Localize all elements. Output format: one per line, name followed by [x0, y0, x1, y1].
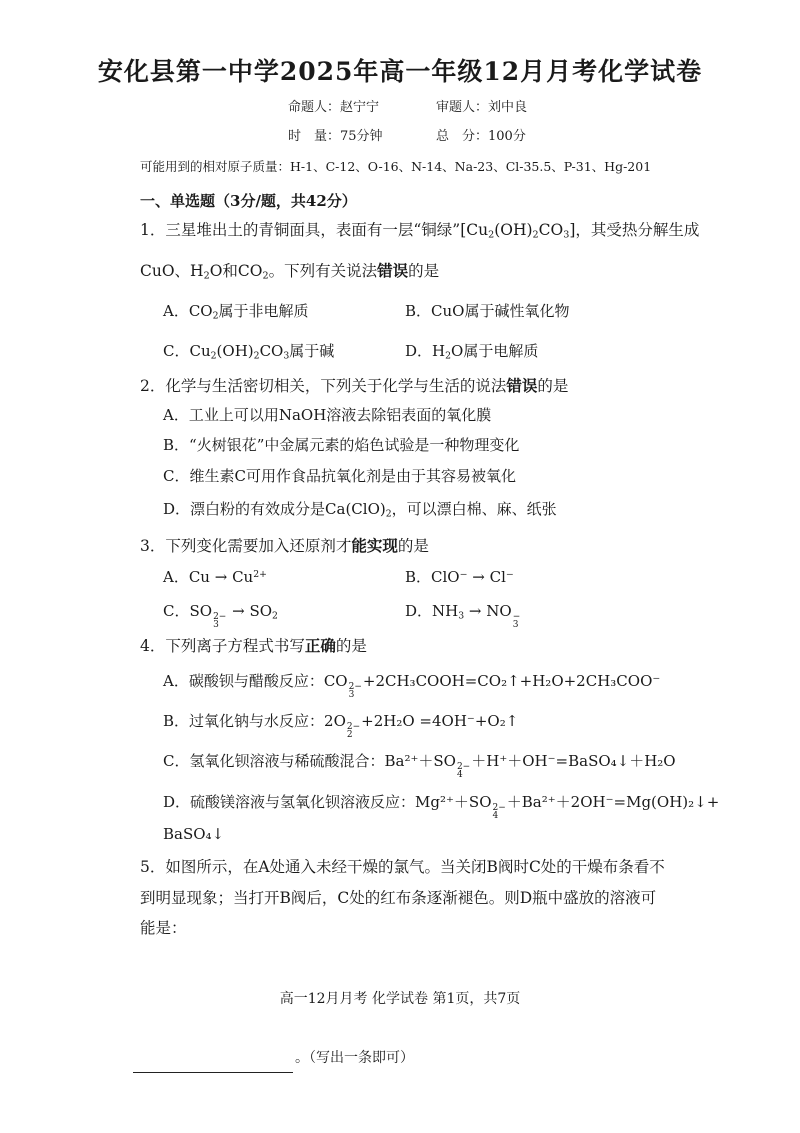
- q2-option-d[interactable]: D．漂白粉的有效成分是$Ca(ClO)_2$，可以漂白棉、麻、纸张: [163, 500, 557, 520]
- q1-option-d[interactable]: D．$H_2O$属于电解质: [405, 342, 539, 362]
- question-5-line-3: 能是：: [140, 919, 187, 937]
- question-1-stem: 1．三星堆出土的青铜面具，表面有一层“铜绿$”[Cu_2(OH)_2CO_3]$，其受热分解生成: [140, 221, 700, 241]
- question-3-stem: 3．下列变化需要加入还原剂才能实现的是: [140, 536, 429, 555]
- time-label: 时 量：75分钟: [288, 129, 383, 144]
- answer-blank[interactable]: [133, 1058, 293, 1073]
- q1-stem-text-d: ]，其受热分解生成: [569, 221, 700, 239]
- atomic-masses-note: 可能用到的相对原子质量：H-1、C-12、O-16、N-14、Na-23、Cl-35.5、P-31、Hg-201: [140, 159, 652, 174]
- q2-option-c[interactable]: C．维生素C可用作食品抗氧化剂是由于其容易被氧化: [163, 467, 516, 485]
- question-1-stem-line-2: CuO、$H_2O$和$CO_2$。下列有关说法错误的是: [140, 261, 440, 282]
- question-4-stem: 4．下列离子方程式书写正确的是: [140, 636, 367, 655]
- reviewer-label: 审题人：刘中良: [436, 100, 528, 115]
- q1-stem-text-c: CO: [538, 221, 564, 239]
- q2-option-b[interactable]: B．“火树银花”中金属元素的焰色试验是一种物理变化: [163, 436, 520, 454]
- q4-option-a[interactable]: A．碳酸钡与醋酸反应：CO 2− 3 +2CH₃COOH=CO₂↑+H₂O+2CH₃COO⁻: [163, 672, 661, 701]
- q1-stem-text-a: 1．三星堆出土的青铜面具，表面有一层“铜绿”[Cu: [140, 221, 489, 239]
- setter-label: 命题人：赵宁宁: [288, 100, 380, 115]
- section-single-choice: 一、单选题（3分/题，共42分）: [140, 192, 357, 210]
- exam-title: 安化县第一中学2025年高一年级12月月考化学试卷: [97, 57, 703, 86]
- q4-option-d[interactable]: D．硫酸镁溶液与氢氧化钡溶液反应：Mg²⁺＋SO 2− 4 ＋Ba²⁺＋2OH⁻=Mg(OH)₂↓+: [163, 793, 720, 822]
- question-2-stem: 2．化学与生活密切相关，下列关于化学与生活的说法错误的是: [140, 376, 569, 395]
- answer-tail-text: 。（写出一条即可）: [295, 1050, 414, 1066]
- q4-option-b[interactable]: B．过氧化钠与水反应：2O 2− 2 +2H₂O =4OH⁻+O₂↑: [163, 712, 519, 741]
- score-label: 总 分：100分: [436, 129, 526, 144]
- q1-option-b[interactable]: B．CuO属于碱性氧化物: [405, 302, 570, 320]
- q2-option-a[interactable]: A．工业上可以用NaOH溶液去除铝表面的氧化膜: [163, 406, 492, 424]
- q3-option-d[interactable]: D．$NH_3$ → NO − 3: [405, 602, 521, 631]
- q4-option-d-continued: BaSO₄↓: [163, 825, 225, 843]
- q3-option-c[interactable]: C．SO 2− 3 → $SO_2$: [163, 602, 278, 631]
- q1-option-a[interactable]: A．$CO_2$属于非电解质: [163, 302, 309, 322]
- q3-option-b[interactable]: B．ClO⁻ → Cl⁻: [405, 568, 514, 586]
- q3-option-a[interactable]: A．$Cu \to Cu^{2+}$: [163, 568, 267, 586]
- q1-stem-text-b: (OH): [494, 221, 533, 239]
- q1-option-c[interactable]: C．$Cu_2(OH)_2CO_3$属于碱: [163, 342, 335, 362]
- page-footer: 高一12月月考 化学试卷 第1页，共7页: [279, 991, 521, 1007]
- question-5-line-2: 到明显现象；当打开B阀后，C处的红布条逐渐褪色。则D瓶中盛放的溶液可: [140, 889, 657, 907]
- question-5-line-1: 5．如图所示，在A处通入未经干燥的氯气。当关闭B阀时C处的干燥布条看不: [140, 858, 665, 876]
- q4-option-c[interactable]: C．氢氧化钡溶液与稀硫酸混合：Ba²⁺＋SO 2− 4 ＋H⁺＋OH⁻=BaSO₄↓＋H₂O: [163, 752, 676, 781]
